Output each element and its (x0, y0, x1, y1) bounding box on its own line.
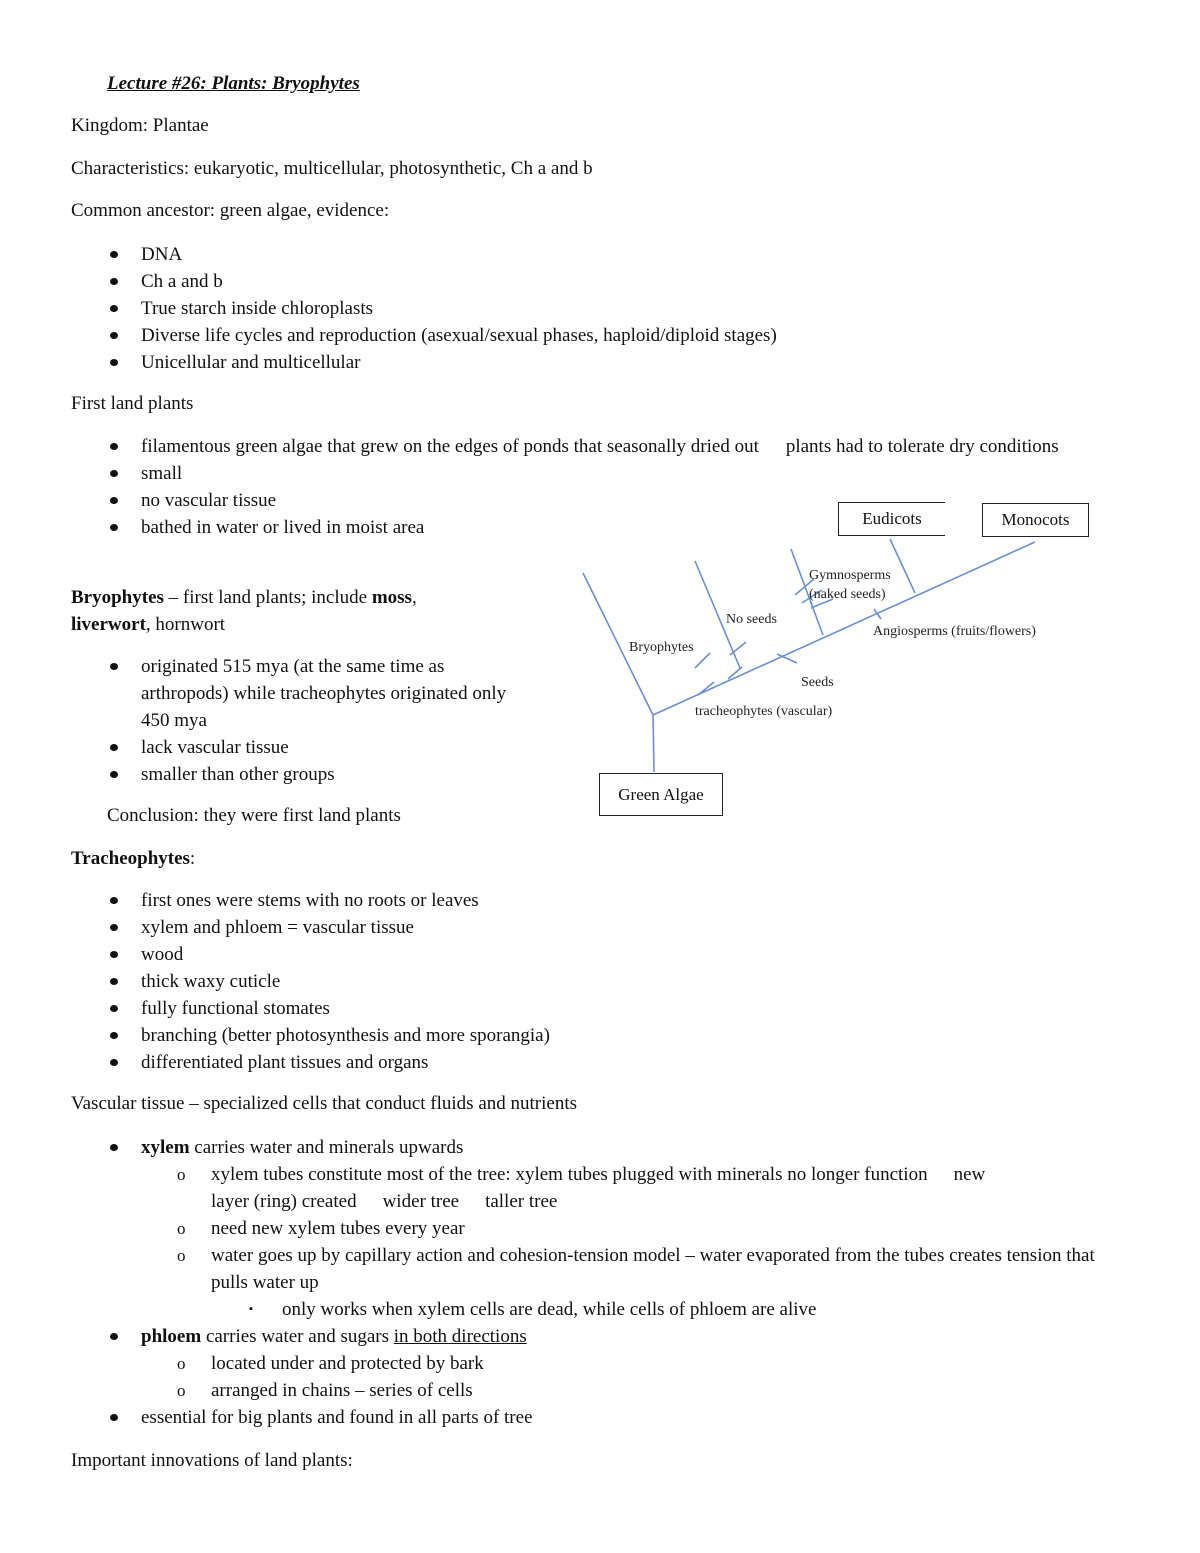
list-item: small (71, 460, 1101, 487)
list-item: no vascular tissue (71, 487, 1101, 514)
definition-text: – first land plants; include (163, 587, 372, 608)
characteristics-line: Characteristics: eukaryotic, multicellular, photosynthetic, Ch a and b (71, 158, 593, 179)
list-item: xylem and phloem = vascular tissue (71, 914, 550, 941)
first-land-heading: First land plants (71, 393, 194, 414)
bryophytes-term: Bryophytes (71, 587, 164, 608)
green-algae-box (599, 773, 723, 816)
xylem-text: carries water and minerals upwards (189, 1137, 464, 1158)
bryophytes-label: Bryophytes (629, 640, 694, 655)
xylem-list (71, 1134, 463, 1161)
list-item: o need new xylem tubes every year (71, 1215, 1116, 1242)
phloem-sublist (71, 1350, 484, 1404)
list-item: thick waxy cuticle (71, 968, 550, 995)
list-item: bathed in water or lived in moist area (71, 514, 1101, 541)
monocots-box (982, 503, 1089, 537)
lecture-title: Lecture #26: Plants: Bryophytes (107, 73, 360, 94)
monocots-label: Monocots (1001, 510, 1070, 529)
sub-text: taller tree (485, 1191, 558, 1212)
list-item: differentiated plant tissues and organs (71, 1049, 550, 1076)
root-line (653, 715, 654, 772)
list-item: DNA (71, 241, 777, 268)
first-land-item-text: filamentous green algae that grew on the edges of ponds that seasonally dried out (141, 436, 759, 457)
sub-text: xylem tubes constitute most of the tree: xylem tubes plugged with minerals no longer function (211, 1164, 928, 1185)
naked-seeds-label: (naked seeds) (809, 587, 886, 602)
list-item: branching (better photosynthesis and more sporangia) (71, 1022, 550, 1049)
eudicots-label: Eudicots (862, 509, 922, 528)
list-item: o water goes up by capillary action and cohesion-tension model – water evaporated from the tubes creates tension that pulls water up (71, 1242, 1116, 1296)
definition-text: , (411, 587, 417, 608)
liverwort-term: liverwort (71, 614, 146, 635)
list-item: o located under and protected by bark (71, 1350, 484, 1377)
tracheophytes-label: tracheophytes (vascular) (695, 704, 833, 719)
sub-text: wider tree (382, 1191, 460, 1212)
list-item: ▪ only works when xylem cells are dead, while cells of phloem are alive (71, 1296, 816, 1323)
tracheophytes-list (71, 887, 550, 1076)
moss-term: moss (371, 587, 412, 608)
no-seeds-label: No seeds (726, 612, 777, 627)
sub-text: layer (ring) created (211, 1191, 357, 1212)
phloem-term: phloem (141, 1326, 202, 1347)
bryophyte-tick (695, 653, 710, 668)
first-land-item-text: plants had to tolerate dry conditions (785, 436, 1059, 457)
list-item: Diverse life cycles and reproduction (asexual/sexual phases, haploid/diploid stages) (71, 322, 777, 349)
conclusion-line: Conclusion: they were first land plants (107, 805, 401, 826)
list-item: lack vascular tissue (71, 734, 521, 761)
list-item (71, 433, 1101, 460)
gymnosperms-label: Gymnosperms (809, 568, 891, 583)
xylem-subsublist (71, 1296, 816, 1323)
list-item: fully functional stomates (71, 995, 550, 1022)
list-item (71, 1134, 463, 1161)
xylem-term: xylem (141, 1137, 190, 1158)
list-item: first ones were stems with no roots or leaves (71, 887, 550, 914)
bryophytes-list (71, 653, 521, 788)
list-item: Ch a and b (71, 268, 777, 295)
list-item: True starch inside chloroplasts (71, 295, 777, 322)
heading-colon: : (189, 848, 196, 869)
list-item: smaller than other groups (71, 761, 521, 788)
phloem-list (71, 1323, 527, 1350)
ancestor-line: Common ancestor: green algae, evidence: (71, 200, 390, 221)
list-item: essential for big plants and found in all parts of tree (71, 1404, 533, 1431)
essential-list (71, 1404, 533, 1431)
underlined-text: in both directions (393, 1326, 527, 1347)
eudicots-box (838, 502, 945, 536)
seeds-label: Seeds (801, 675, 834, 690)
vascular-heading: Vascular tissue – specialized cells that conduct fluids and nutrients (71, 1093, 577, 1114)
tracheophytes-heading (71, 845, 195, 872)
phylogenetic-tree-diagram (580, 495, 1095, 825)
list-item: o arranged in chains – series of cells (71, 1377, 484, 1404)
xylem-sublist (71, 1161, 1116, 1296)
innovations-line: Important innovations of land plants: (71, 1450, 353, 1471)
sub-text: new (953, 1164, 986, 1185)
list-item (71, 1323, 527, 1350)
green-algae-label: Green Algae (618, 785, 704, 804)
evidence-list (71, 241, 777, 376)
angiosperms-label: Angiosperms (fruits/flowers) (873, 624, 1036, 639)
list-item (71, 1161, 1116, 1215)
list-item: Unicellular and multicellular (71, 349, 777, 376)
tracheophytes-term: Tracheophytes (71, 848, 190, 869)
bryophytes-definition (71, 584, 491, 638)
kingdom-line: Kingdom: Plantae (71, 115, 209, 136)
list-item: originated 515 mya (at the same time as arthropods) while tracheophytes originated only 450 mya (71, 653, 521, 734)
definition-text: , hornwort (145, 614, 226, 635)
phloem-text: carries water and sugars (201, 1326, 394, 1347)
seeds-tick (777, 654, 797, 663)
list-item: wood (71, 941, 550, 968)
eudicot-branch-line (890, 539, 915, 593)
